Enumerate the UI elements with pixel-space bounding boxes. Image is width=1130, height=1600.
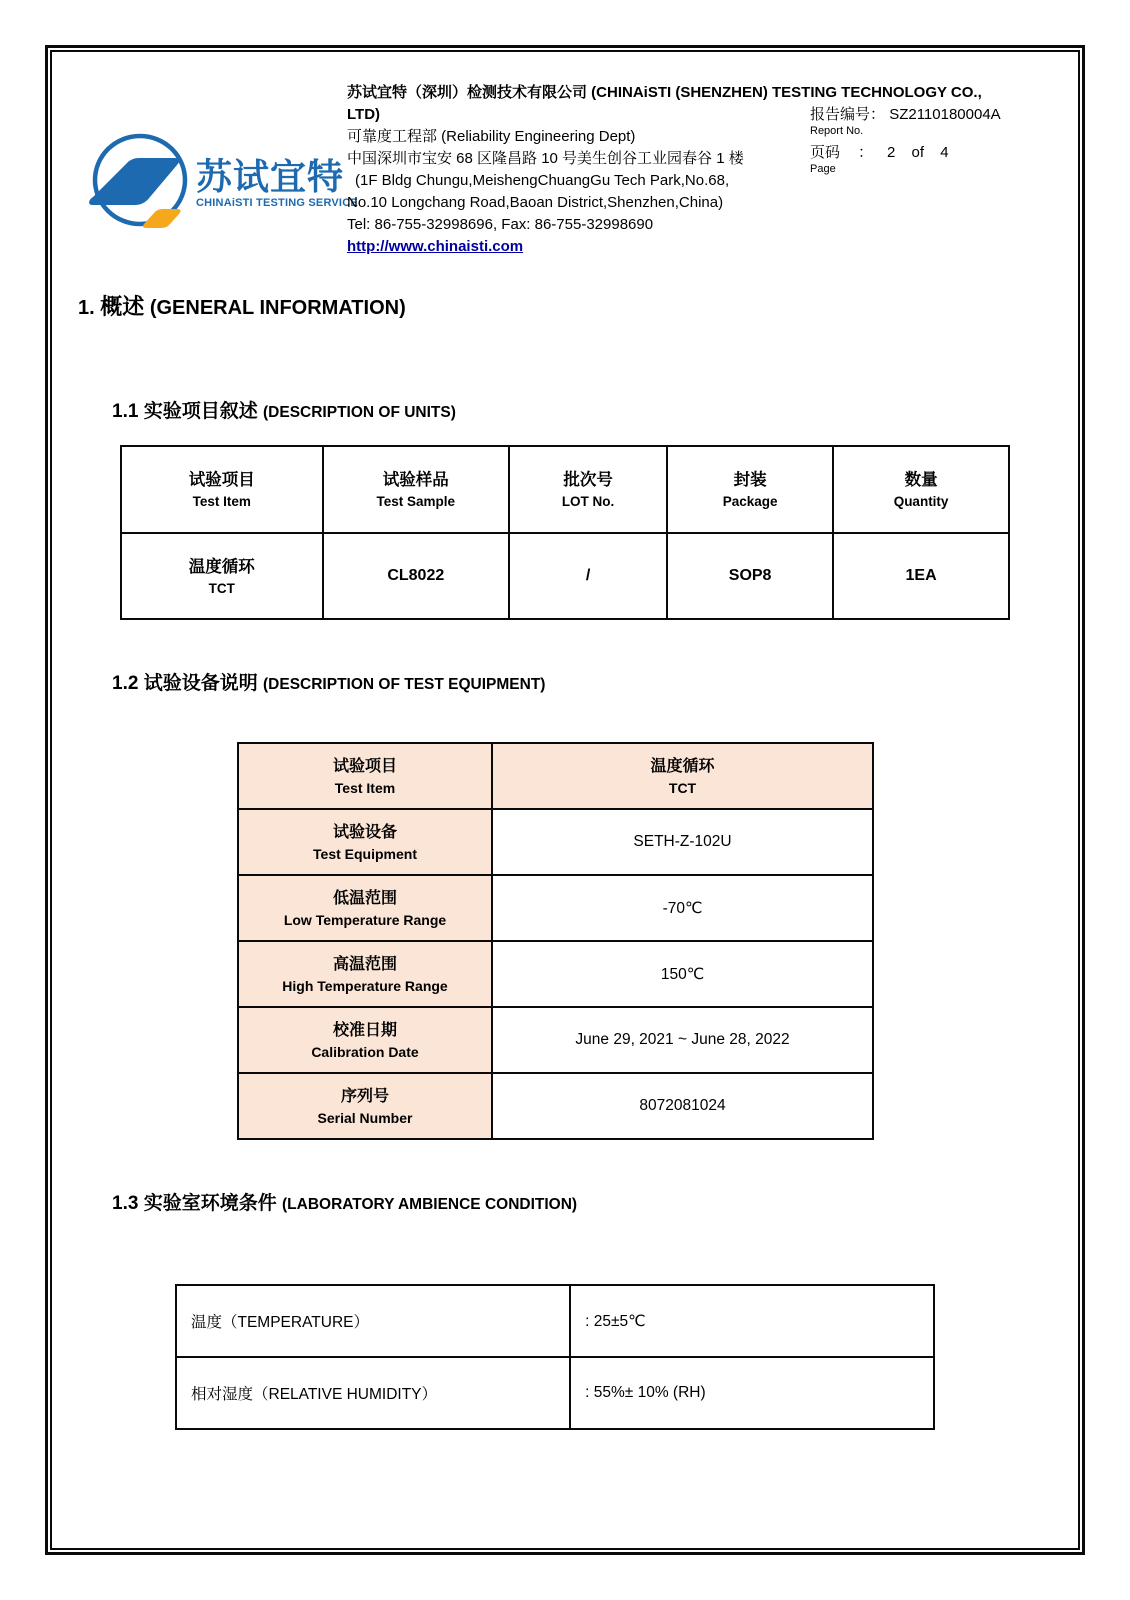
department-line: 可靠度工程部 (Reliability Engineering Dept) bbox=[347, 128, 636, 145]
units-header-lot-no-zh: 批次号 bbox=[563, 471, 613, 489]
section-1-title-zh: 概述 bbox=[100, 294, 145, 319]
page-no-line bbox=[810, 144, 1080, 162]
equipment-label-calibration-en: Calibration Date bbox=[311, 1043, 419, 1060]
units-header-package-zh: 封装 bbox=[733, 471, 767, 489]
equipment-label-high-temp bbox=[238, 941, 492, 1007]
equipment-row-equipment bbox=[238, 809, 873, 875]
equipment-label-serial-en: Serial Number bbox=[317, 1109, 413, 1126]
report-no-line bbox=[810, 106, 1080, 124]
section-1-1-title-en: (DESCRIPTION OF UNITS) bbox=[263, 404, 456, 421]
equipment-label-high-temp-en: High Temperature Range bbox=[282, 977, 448, 994]
ambience-row-humidity bbox=[176, 1357, 934, 1429]
equipment-label-test-item bbox=[238, 743, 492, 809]
units-header-test-sample bbox=[323, 446, 509, 533]
ambience-value-humidity: : 55%± 10% (RH) bbox=[570, 1357, 934, 1429]
section-1-3-title-zh: 实验室环境条件 bbox=[143, 1193, 277, 1214]
ambience-row-temperature bbox=[176, 1285, 934, 1357]
section-1-title-en: (GENERAL INFORMATION) bbox=[149, 297, 406, 319]
address-en-line1: (1F Bldg Chungu,MeishengChuangGu Tech Park,No.68, bbox=[355, 172, 730, 189]
section-1-3-number: 1.3 bbox=[112, 1193, 139, 1214]
units-header-quantity-en: Quantity bbox=[893, 494, 949, 509]
units-header-quantity-zh: 数量 bbox=[904, 471, 938, 489]
units-cell-test-item-en: TCT bbox=[208, 580, 235, 596]
units-header-test-sample-zh: 试验样品 bbox=[382, 471, 449, 489]
page-label-zh: 页码 bbox=[810, 144, 841, 161]
report-no-label-zh: 报告编号： bbox=[810, 106, 886, 123]
company-name: 苏试宜特（深圳）检测技术有限公司 (CHINAiSTI (SHENZHEN) TESTING TECHNOLOGY CO., LTD) bbox=[347, 84, 982, 123]
units-header-package bbox=[667, 446, 833, 533]
company-logo bbox=[88, 126, 358, 239]
equipment-label-calibration-zh: 校准日期 bbox=[332, 1021, 397, 1039]
equipment-row-high-temp bbox=[238, 941, 873, 1007]
equipment-label-high-temp-zh: 高温范围 bbox=[332, 955, 397, 973]
logo-wordmark: 苏试宜特 bbox=[196, 155, 345, 197]
units-cell-lot-no: / bbox=[509, 533, 667, 619]
equipment-label-serial-zh: 序列号 bbox=[340, 1087, 389, 1105]
section-1-1-title-zh: 实验项目叙述 bbox=[143, 401, 258, 422]
report-meta-block bbox=[810, 106, 1080, 182]
section-1-2-number: 1.2 bbox=[112, 673, 139, 694]
units-header-test-sample-en: Test Sample bbox=[376, 494, 456, 509]
equipment-row-serial bbox=[238, 1073, 873, 1139]
section-1-3-title-en: (LABORATORY AMBIENCE CONDITION) bbox=[282, 1196, 578, 1213]
equipment-row-calibration bbox=[238, 1007, 873, 1073]
section-1-1-number: 1.1 bbox=[112, 401, 139, 422]
report-no-value: SZ2110180004A bbox=[889, 106, 1001, 123]
equipment-value-equipment: SETH-Z-102U bbox=[492, 809, 873, 875]
units-cell-test-item bbox=[121, 533, 323, 619]
equipment-label-equipment-en: Test Equipment bbox=[313, 845, 417, 862]
equipment-value-high-temp: 150℃ bbox=[492, 941, 873, 1007]
equipment-label-equipment bbox=[238, 809, 492, 875]
equipment-label-serial bbox=[238, 1073, 492, 1139]
equipment-label-test-item-zh: 试验项目 bbox=[332, 757, 397, 775]
ambience-label-humidity: 相对湿度（RELATIVE HUMIDITY） bbox=[176, 1357, 570, 1429]
equipment-label-test-item-en: Test Item bbox=[334, 779, 396, 796]
equipment-value-test-item bbox=[492, 743, 873, 809]
units-header-test-item bbox=[121, 446, 323, 533]
section-1-number: 1. bbox=[78, 297, 95, 319]
chinaisti-logo-icon bbox=[88, 126, 188, 239]
units-header-test-item-en: Test Item bbox=[192, 494, 251, 509]
equipment-value-test-item-en: TCT bbox=[668, 779, 697, 796]
units-header-quantity bbox=[833, 446, 1009, 533]
units-header-lot-no bbox=[509, 446, 667, 533]
equipment-row-test-item bbox=[238, 743, 873, 809]
website-line bbox=[347, 236, 997, 258]
equipment-value-calibration: June 29, 2021 ~ June 28, 2022 bbox=[492, 1007, 873, 1073]
ambience-label-temperature: 温度（TEMPERATURE） bbox=[176, 1285, 570, 1357]
tel-fax-line: Tel: 86-755-32998696, Fax: 86-755-32998690 bbox=[347, 216, 654, 233]
ambience-value-temperature: : 25±5℃ bbox=[570, 1285, 934, 1357]
units-cell-test-item-zh: 温度循环 bbox=[188, 557, 255, 576]
ambience-table bbox=[175, 1284, 935, 1430]
website-link[interactable]: http://www.chinaisti.com bbox=[347, 238, 524, 255]
page-label-en: Page bbox=[810, 163, 836, 175]
equipment-table bbox=[237, 742, 874, 1140]
equipment-label-low-temp-zh: 低温范围 bbox=[332, 889, 397, 907]
units-table bbox=[120, 445, 1010, 620]
units-cell-package: SOP8 bbox=[667, 533, 833, 619]
units-header-lot-no-en: LOT No. bbox=[561, 494, 615, 509]
units-header-package-en: Package bbox=[722, 494, 778, 509]
logo-text bbox=[196, 157, 358, 209]
units-table-data-row bbox=[121, 533, 1009, 619]
address-en-line2: No.10 Longchang Road,Baoan District,Shenzhen,China) bbox=[347, 194, 724, 211]
section-1-1-heading bbox=[112, 396, 456, 423]
equipment-label-equipment-zh: 试验设备 bbox=[332, 823, 397, 841]
units-cell-test-sample: CL8022 bbox=[323, 533, 509, 619]
section-1-2-title-zh: 试验设备说明 bbox=[143, 673, 258, 694]
units-table-header-row bbox=[121, 446, 1009, 533]
equipment-label-calibration bbox=[238, 1007, 492, 1073]
address-zh-line: 中国深圳市宝安 68 区隆昌路 10 号美生创谷工业园春谷 1 楼 bbox=[347, 150, 744, 167]
report-no-label-en: Report No. bbox=[810, 125, 864, 137]
equipment-label-low-temp bbox=[238, 875, 492, 941]
page-separator: ： bbox=[858, 144, 874, 161]
page-value: 2 of 4 bbox=[887, 144, 949, 161]
equipment-value-low-temp: -70℃ bbox=[492, 875, 873, 941]
units-header-test-item-zh: 试验项目 bbox=[188, 471, 255, 489]
equipment-label-low-temp-en: Low Temperature Range bbox=[283, 911, 447, 928]
equipment-row-low-temp bbox=[238, 875, 873, 941]
section-1-2-title-en: (DESCRIPTION OF TEST EQUIPMENT) bbox=[263, 676, 546, 693]
equipment-value-test-item-zh: 温度循环 bbox=[650, 757, 715, 775]
section-1-2-heading bbox=[112, 668, 545, 695]
units-cell-quantity: 1EA bbox=[833, 533, 1009, 619]
section-1-3-heading bbox=[112, 1188, 577, 1215]
section-1-heading bbox=[78, 290, 406, 321]
equipment-value-serial: 8072081024 bbox=[492, 1073, 873, 1139]
logo-tagline: CHINAiSTI TESTING SERVICE bbox=[196, 196, 358, 209]
